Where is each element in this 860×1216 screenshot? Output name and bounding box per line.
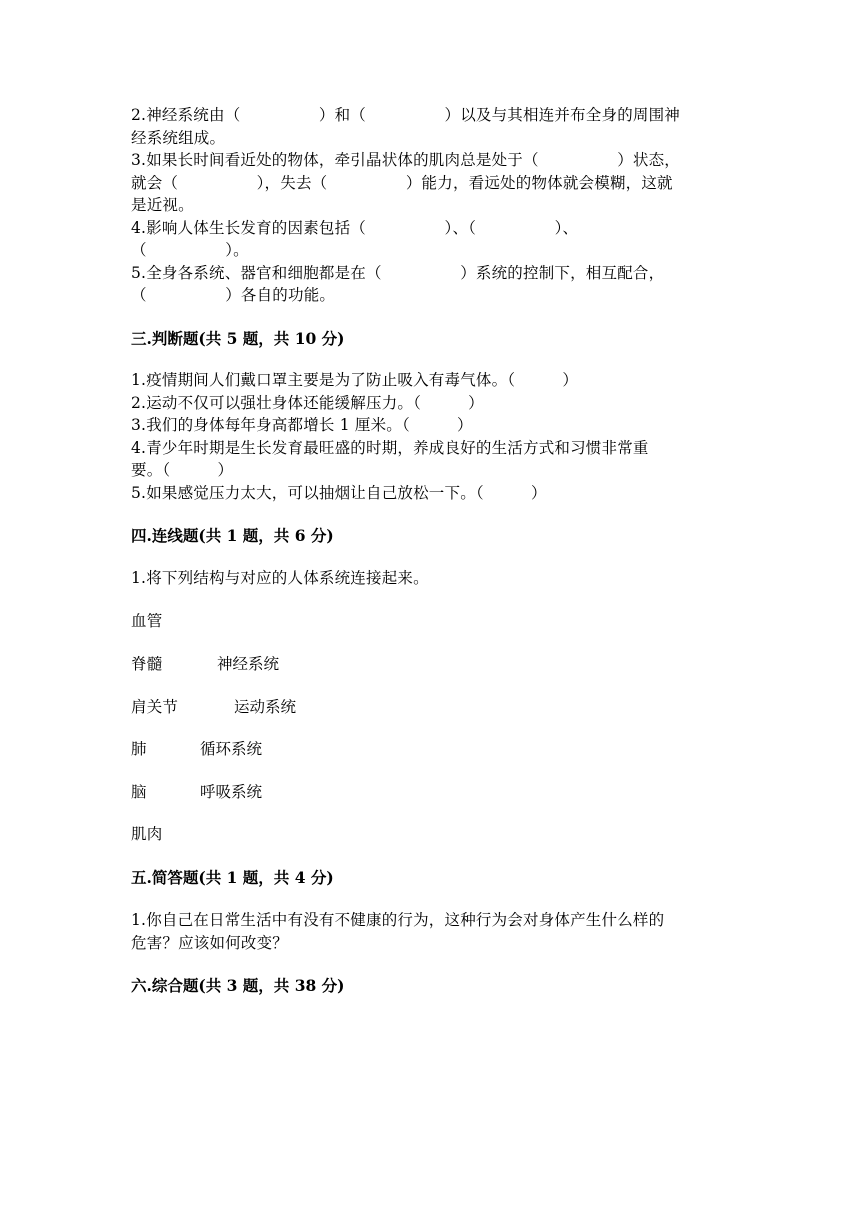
fill-q4-line1: 4.影响人体生长发育的因素包括（ ）、（ ）、 (131, 219, 579, 237)
short-answer-q1-line2: 危害？应该如何改变？ (131, 934, 289, 952)
fill-q2-line2: 经系统组成。 (131, 129, 226, 147)
fill-q3-line1: 3.如果长时间看近处的物体，牵引晶状体的肌肉总是处于（ ）状态， (131, 151, 680, 169)
match-right-item: 神经系统 (217, 655, 280, 673)
fill-q4-line2: （ ）。 (131, 241, 249, 259)
match-section-heading: 四.连线题(共 1 题，共 6 分) (131, 526, 334, 545)
fill-q5-line1: 5.全身各系统、器官和细胞都是在（ ）系统的控制下，相互配合， (131, 264, 665, 282)
match-right-item: 循环系统 (200, 740, 263, 758)
judge-q2: 2.运动不仅可以强壮身体还能缓解压力。（ ） (131, 394, 484, 412)
fill-q3-line2: 就会（ ），失去（ ）能力，看远处的物体就会模糊，这就 (131, 174, 673, 192)
judge-q4-line2: 要。（ ） (131, 461, 234, 479)
judge-q1: 1.疫情期间人们戴口罩主要是为了防止吸入有毒气体。（ ） (131, 371, 579, 389)
judge-q5: 5.如果感觉压力太大，可以抽烟让自己放松一下。（ ） (131, 484, 547, 502)
match-left-item: 脑 (131, 783, 147, 801)
match-left-item: 脊髓 (131, 655, 163, 673)
fill-q2-line1: 2.神经系统由（ ）和（ ）以及与其相连并布全身的周围神 (131, 106, 680, 124)
match-right-item: 运动系统 (234, 698, 297, 716)
match-left-item: 肺 (131, 740, 147, 758)
match-left-item: 肩关节 (131, 698, 179, 716)
comprehensive-section-heading: 六.综合题(共 3 题，共 38 分) (131, 976, 345, 995)
short-answer-section-heading: 五.简答题(共 1 题，共 4 分) (131, 868, 334, 887)
match-left-item: 血管 (131, 612, 163, 630)
match-left-item: 肌肉 (131, 825, 163, 843)
judge-q3: 3.我们的身体每年身高都增长 1 厘米。（ ） (131, 416, 473, 434)
fill-q3-line3: 是近视。 (131, 196, 194, 214)
fill-q5-line2: （ ）各自的功能。 (131, 286, 336, 304)
match-q1: 1.将下列结构与对应的人体系统连接起来。 (131, 569, 429, 587)
short-answer-q1-line1: 1.你自己在日常生活中有没有不健康的行为，这种行为会对身体产生什么样的 (131, 911, 665, 929)
judge-section-heading: 三.判断题(共 5 题，共 10 分) (131, 329, 345, 348)
judge-q4-line1: 4.青少年时期是生长发育最旺盛的时期，养成良好的生活方式和习惯非常重 (131, 439, 649, 457)
match-right-item: 呼吸系统 (200, 783, 263, 801)
